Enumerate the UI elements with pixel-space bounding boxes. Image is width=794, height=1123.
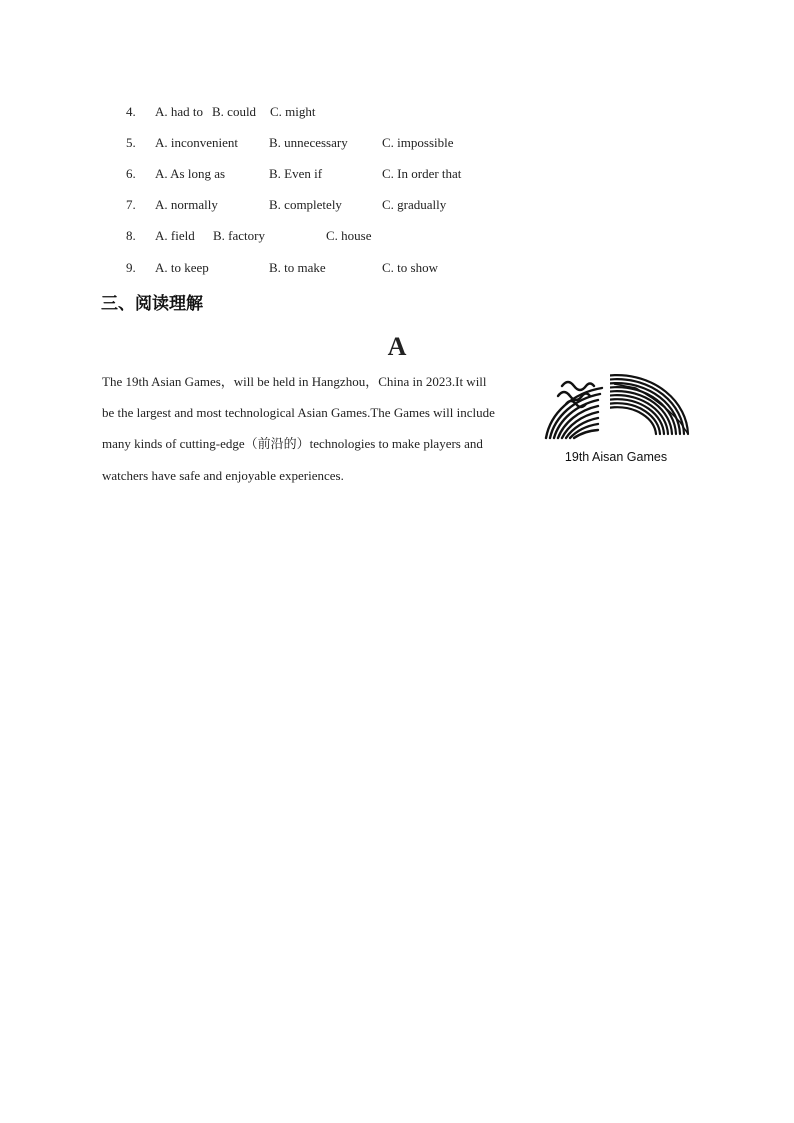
option-a: A. to keep bbox=[155, 260, 209, 275]
passage-line: many kinds of cutting-edge（前沿的）technologies to make players and bbox=[102, 436, 483, 451]
question-number: 8. bbox=[126, 228, 136, 243]
option-c: C. gradually bbox=[382, 197, 447, 212]
option-a: A. normally bbox=[155, 197, 218, 212]
question-number: 5. bbox=[126, 135, 136, 150]
passage-line: be the largest and most technological Asian Games.The Games will include bbox=[102, 405, 495, 420]
question-number: 6. bbox=[126, 166, 136, 181]
option-c: C. house bbox=[326, 228, 372, 243]
option-c: C. In order that bbox=[382, 166, 462, 181]
passage-line: watchers have safe and enjoyable experiences. bbox=[102, 468, 344, 483]
question-number: 4. bbox=[126, 104, 136, 119]
section-heading: 三、阅读理解 bbox=[101, 294, 203, 314]
option-b: B. to make bbox=[269, 260, 326, 275]
option-c: C. impossible bbox=[382, 135, 454, 150]
logo-caption: 19th Aisan Games bbox=[564, 450, 668, 464]
option-b: B. unnecessary bbox=[269, 135, 348, 150]
option-a: A. As long as bbox=[155, 166, 226, 181]
option-c: C. might bbox=[270, 104, 316, 119]
option-b: B. factory bbox=[213, 228, 265, 243]
option-b: B. Even if bbox=[269, 166, 323, 181]
question-number: 9. bbox=[126, 260, 136, 275]
passage-title: A bbox=[387, 332, 407, 361]
option-a: A. had to bbox=[155, 104, 204, 119]
option-b: B. completely bbox=[269, 197, 342, 212]
option-a: A. inconvenient bbox=[155, 135, 239, 150]
asian-games-logo bbox=[540, 372, 692, 468]
option-b: B. could bbox=[212, 104, 257, 119]
asian-games-emblem-icon bbox=[540, 372, 692, 448]
passage-line: The 19th Asian Games，will be held in Hangzhou，China in 2023.It will bbox=[102, 374, 487, 389]
option-a: A. field bbox=[155, 228, 195, 243]
question-number: 7. bbox=[126, 197, 136, 212]
option-c: C. to show bbox=[382, 260, 438, 275]
